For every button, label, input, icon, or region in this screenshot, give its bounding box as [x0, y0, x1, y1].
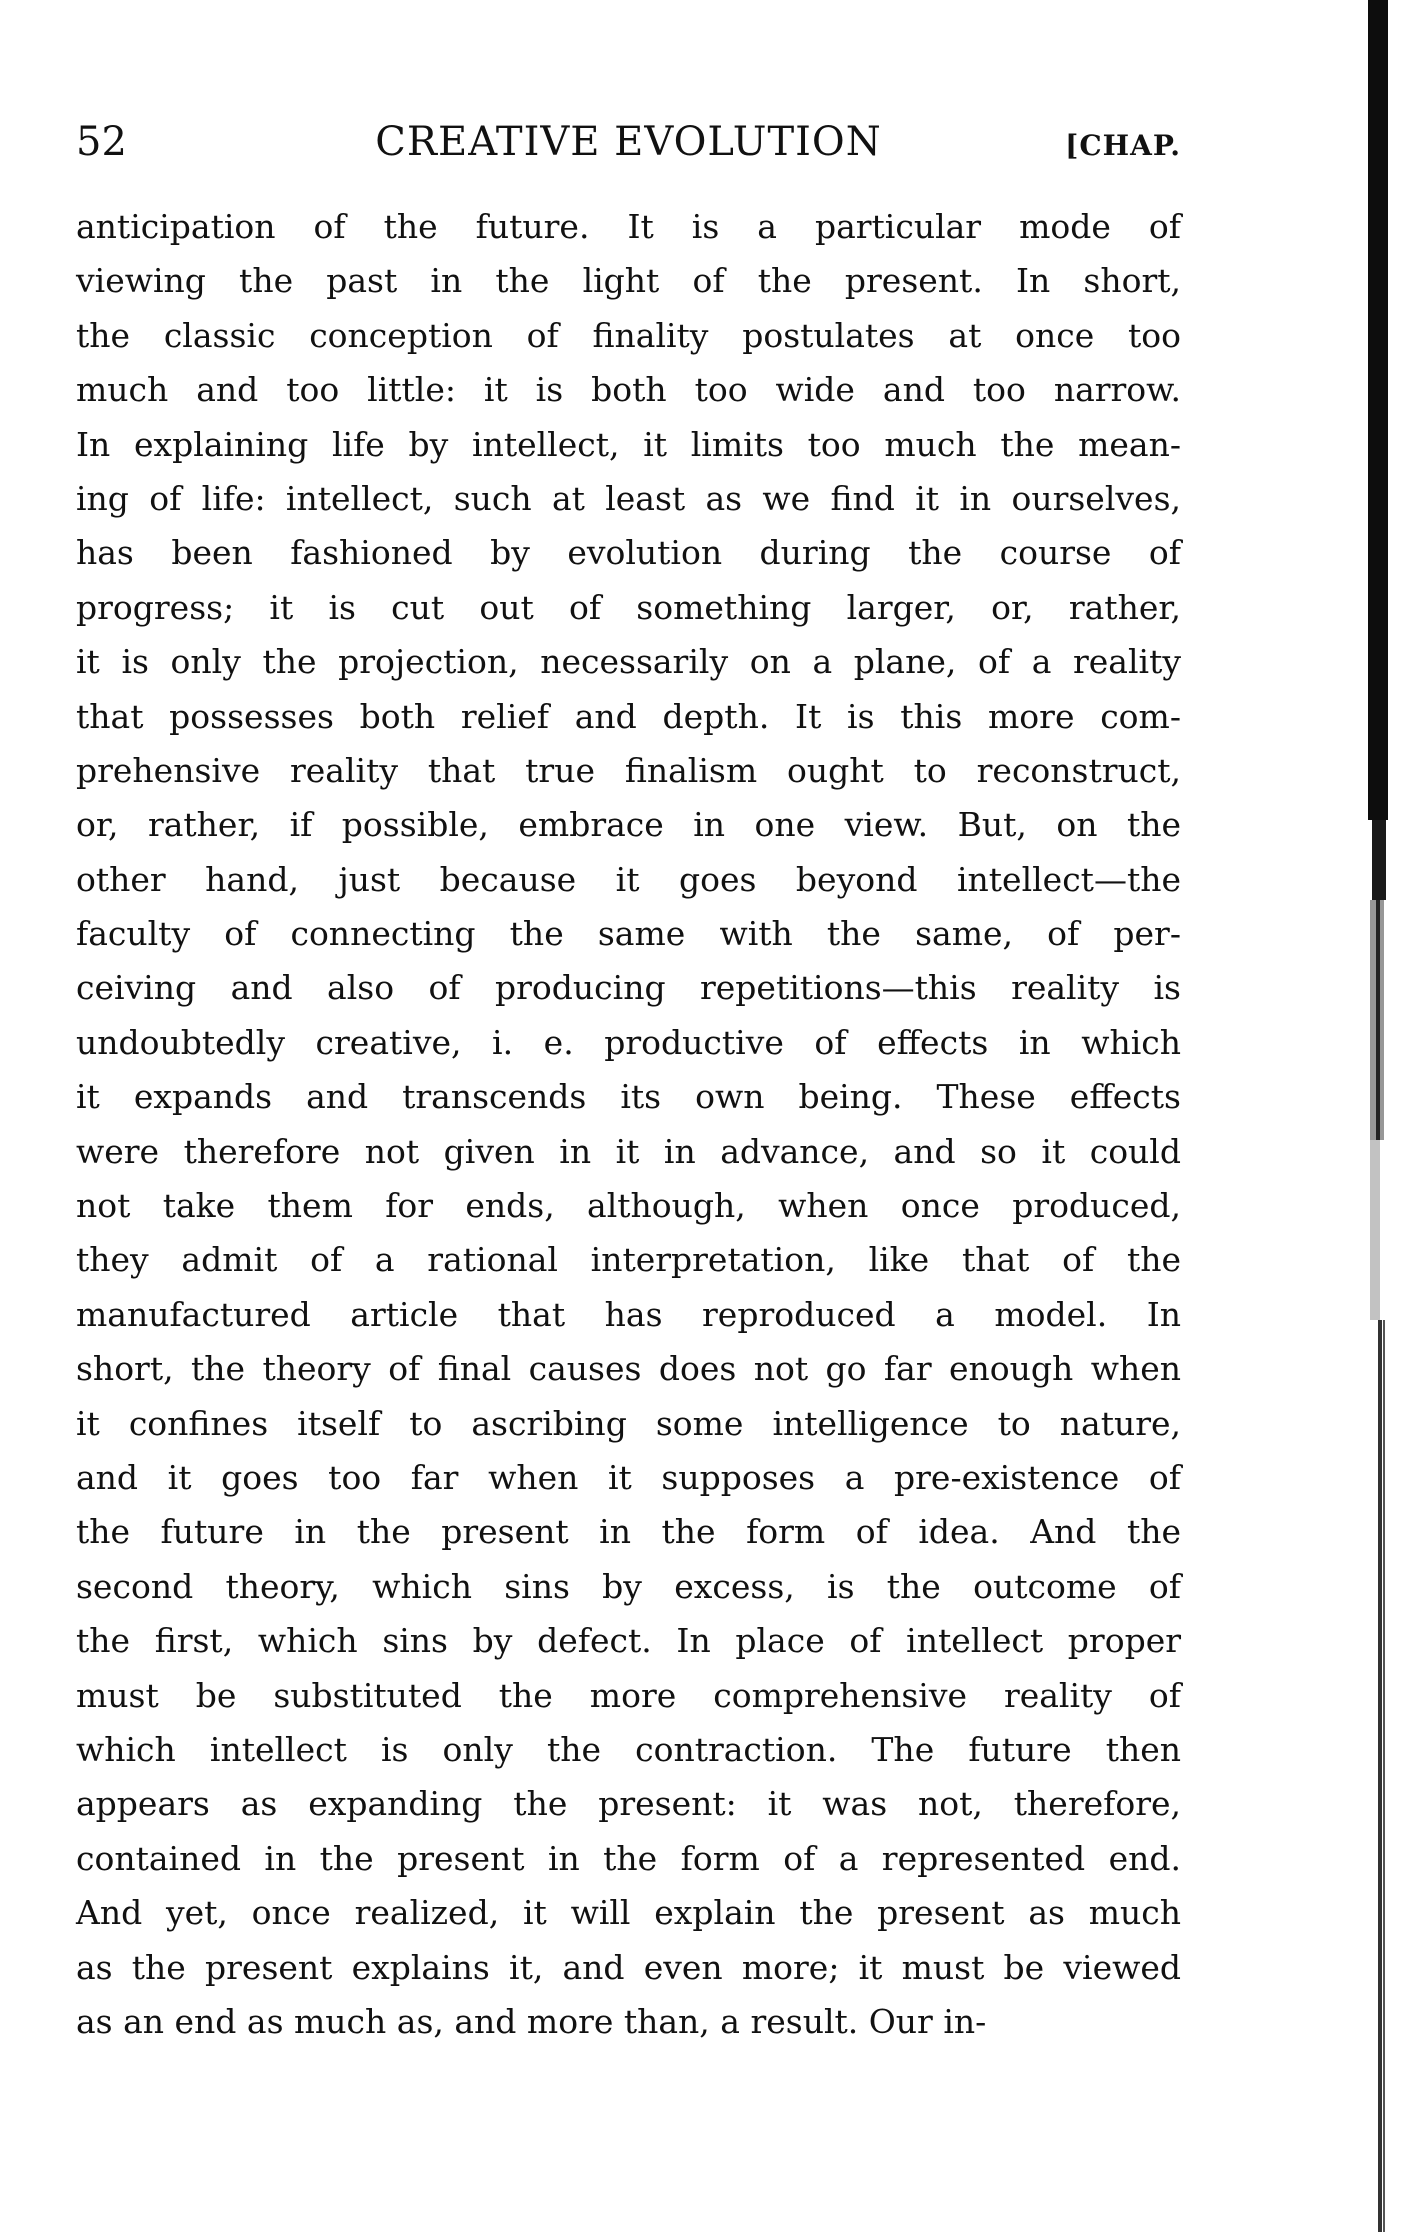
text-line: other hand, just because it goes beyond intellect—the [76, 859, 1181, 899]
text-line: And yet, once realized, it will explain the present as much [76, 1893, 1181, 1933]
text-line: ing of life: intellect, such at least as we find it in ourselves, [76, 478, 1181, 518]
binding-edge [1348, 0, 1403, 2232]
page-header [76, 112, 1181, 172]
text-line: must be substituted the more comprehensive reality of [76, 1675, 1181, 1715]
chapter-mark: [CHAP. [1065, 129, 1181, 162]
text-line: ceiving and also of producing repetitions—this reality is [76, 968, 1181, 1008]
text-line: faculty of connecting the same with the same, of per- [76, 914, 1181, 954]
text-line: and it goes too far when it supposes a pre-existence of [76, 1457, 1181, 1497]
text-line: In explaining life by intellect, it limits too much the mean- [76, 424, 1181, 464]
text-line: short, the theory of final causes does not go far enough when [76, 1349, 1181, 1389]
text-line: second theory, which sins by excess, is the outcome of [76, 1566, 1181, 1606]
text-line: it confines itself to ascribing some intelligence to nature, [76, 1403, 1181, 1443]
text-line: or, rather, if possible, embrace in one view. But, on the [76, 805, 1181, 845]
text-line: were therefore not given in it in advance, and so it could [76, 1131, 1181, 1171]
text-line: appears as expanding the present: it was not, therefore, [76, 1784, 1181, 1824]
page-edge-shadow [1366, 0, 1390, 2232]
text-line: they admit of a rational interpretation, like that of the [76, 1240, 1181, 1280]
text-line: the classic conception of finality postulates at once too [76, 315, 1181, 355]
page-number: 52 [76, 119, 127, 165]
body-text [76, 200, 1181, 2049]
text-line: much and too little: it is both too wide and too narrow. [76, 370, 1181, 410]
text-line: viewing the past in the light of the present. In short, [76, 261, 1181, 301]
text-line: prehensive reality that true finalism ought to reconstruct, [76, 750, 1181, 790]
text-line: it expands and transcends its own being. These effects [76, 1077, 1181, 1117]
text-line: which intellect is only the contraction. The future then [76, 1729, 1181, 1769]
text-line: that possesses both relief and depth. It is this more com- [76, 696, 1181, 736]
text-line: the future in the present in the form of idea. And the [76, 1512, 1181, 1552]
text-line: progress; it is cut out of something larger, or, rather, [76, 587, 1181, 627]
text-line: contained in the present in the form of a represented end. [76, 1838, 1181, 1878]
text-line: as the present explains it, and even more; it must be viewed [76, 1947, 1181, 1987]
text-line: manufactured article that has reproduced a model. In [76, 1294, 1181, 1334]
text-line: not take them for ends, although, when once produced, [76, 1186, 1181, 1226]
text-line: the first, which sins by defect. In place of intellect proper [76, 1621, 1181, 1661]
text-line: anticipation of the future. It is a particular mode of [76, 207, 1181, 246]
text-line: it is only the projection, necessarily on a plane, of a reality [76, 642, 1181, 682]
running-title: CREATIVE EVOLUTION [375, 119, 882, 165]
text-line: as an end as much as, and more than, a result. Our in- [76, 2001, 987, 2041]
text-line: undoubtedly creative, i. e. productive of effects in which [76, 1022, 1181, 1062]
text-line: has been fashioned by evolution during the course of [76, 533, 1181, 573]
